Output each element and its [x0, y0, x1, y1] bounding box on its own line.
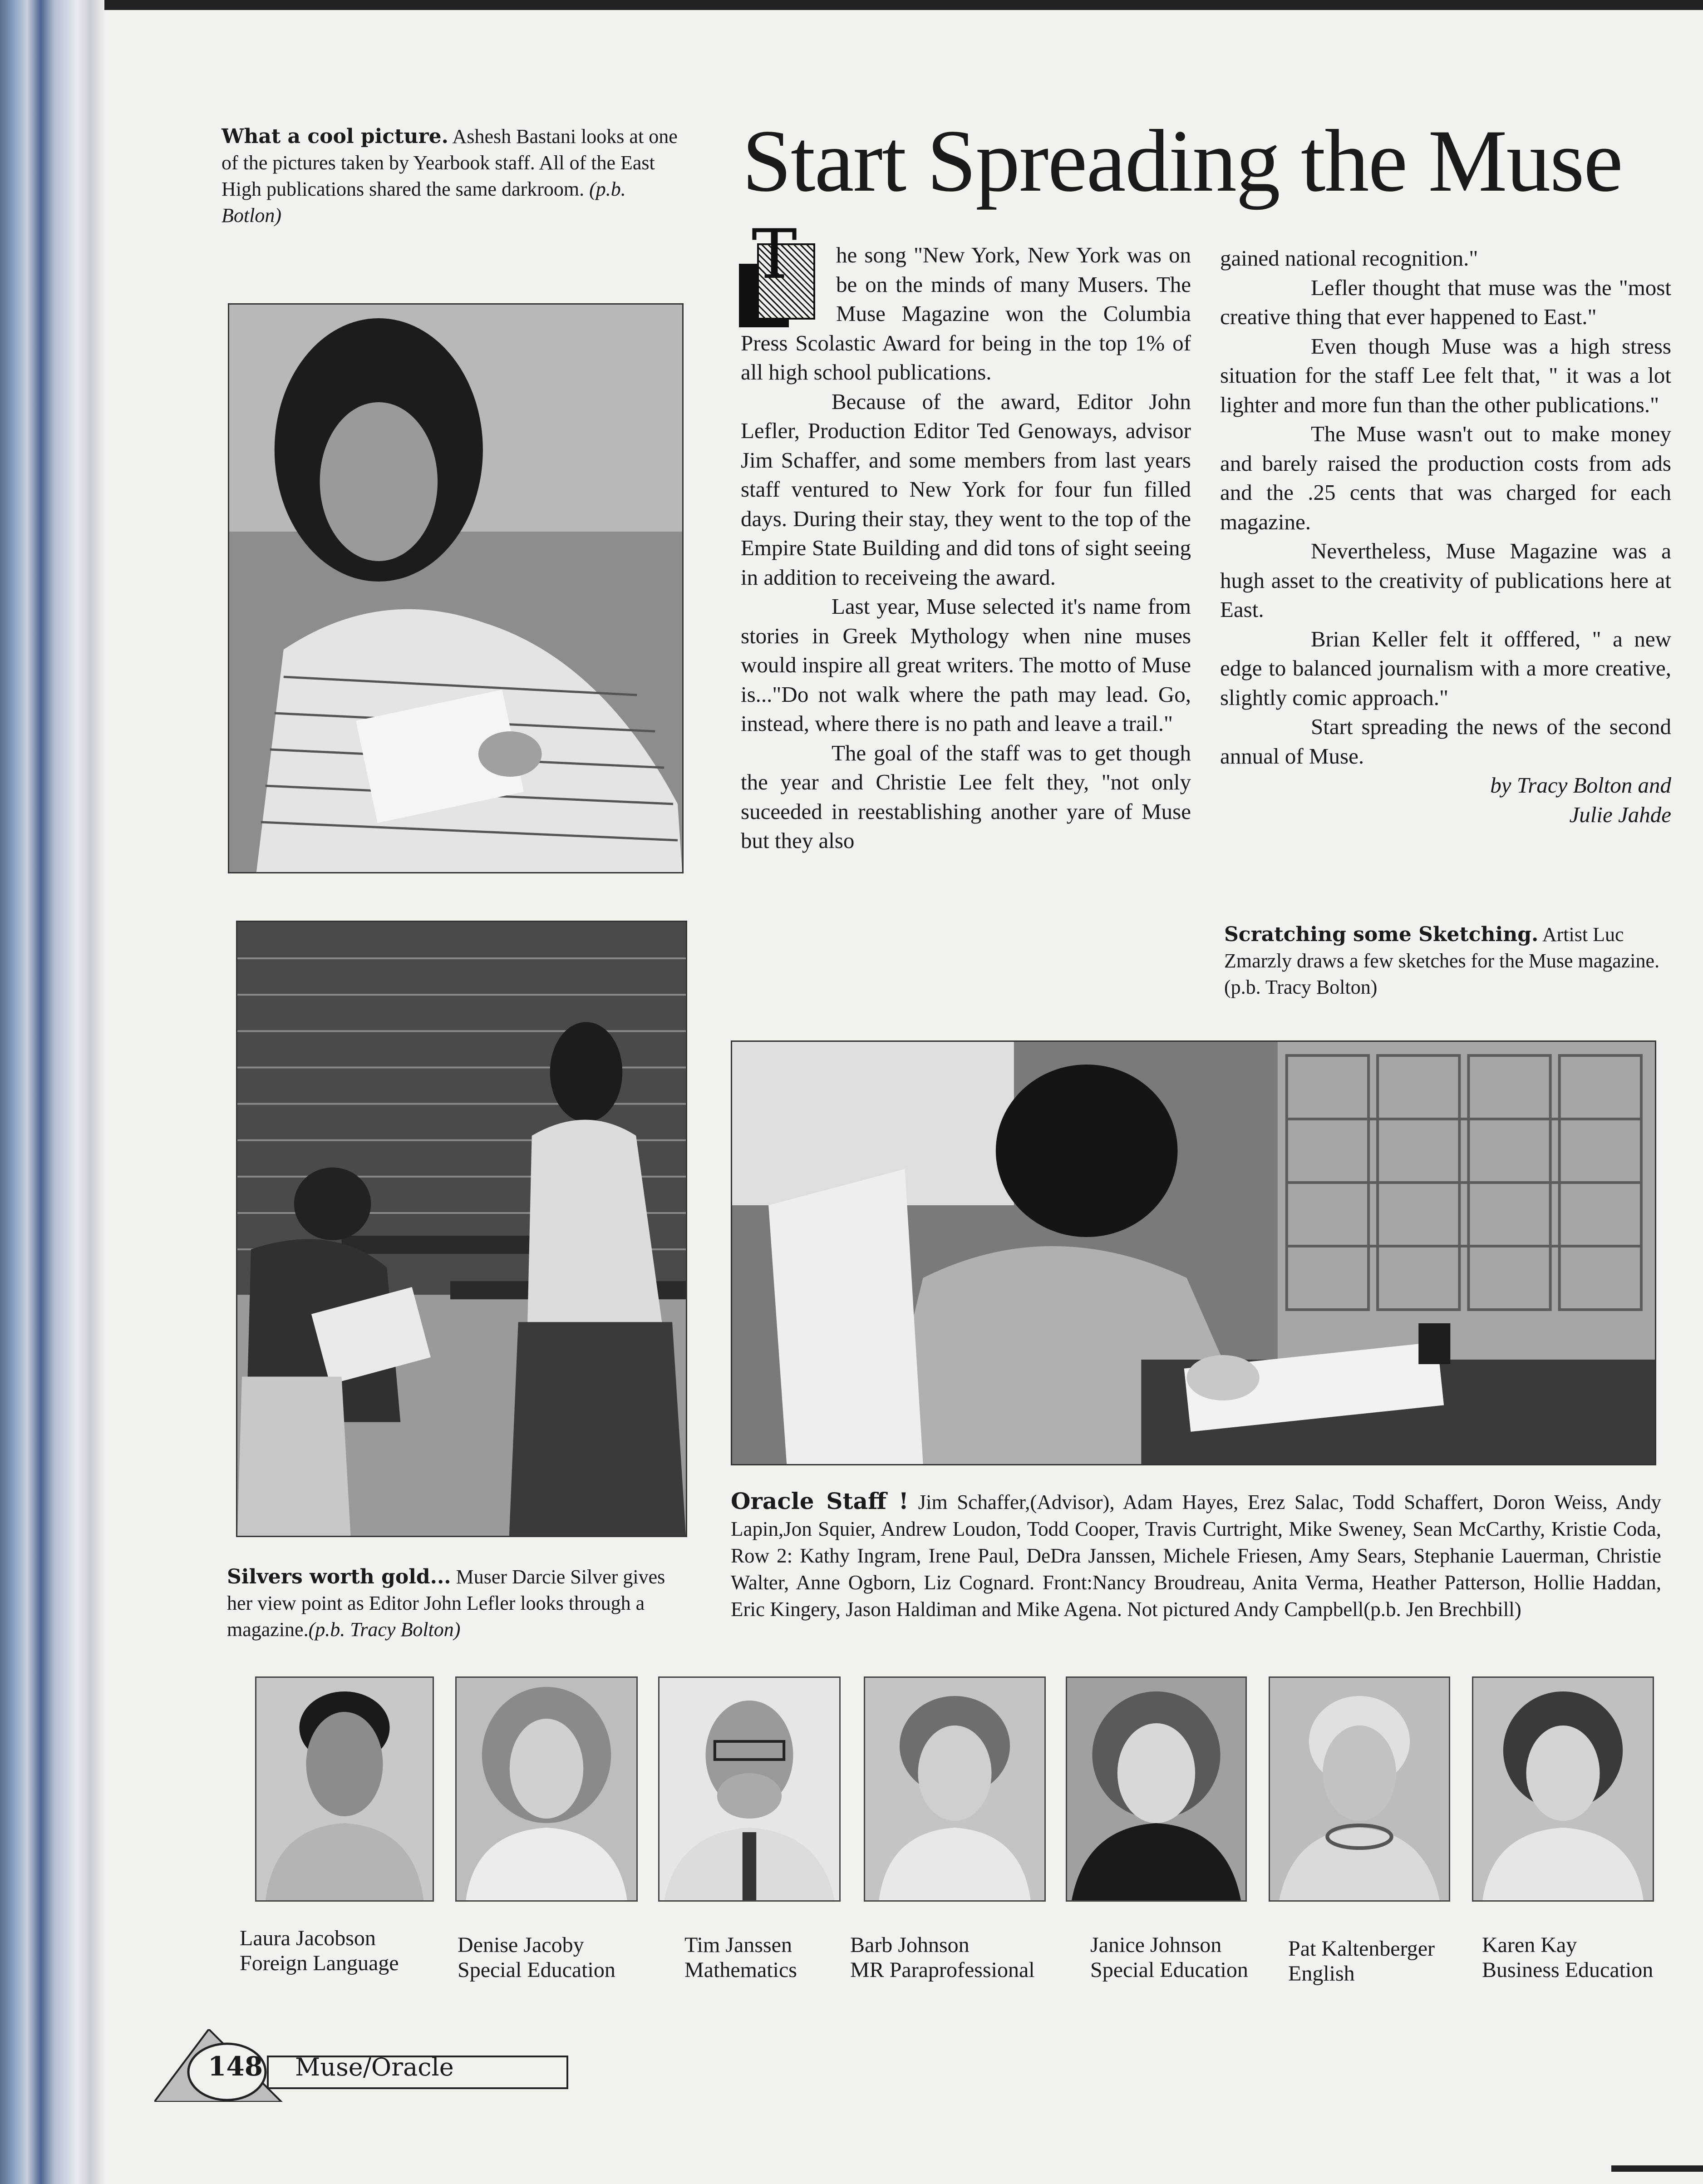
byline-line-2: Julie Jahde [1569, 802, 1671, 827]
dropcap-letter: T [752, 215, 797, 294]
caption-title: Silvers worth gold... [227, 1565, 451, 1588]
paragraph: Brian Keller felt it offfered, " a new edge to balanced journalism with a more creative, slightly comic approach." [1220, 626, 1671, 710]
faculty-name: Barb Johnson [850, 1933, 970, 1957]
paragraph: Lefler thought that muse was the "most creative thing that ever happened to East." [1220, 275, 1671, 329]
caption-text: Artist Luc Zmarzly draws a few sketches for the Muse magazine. (p.b. Tracy Bolton) [1224, 923, 1660, 998]
paragraph: Start spreading the news of the second annual of Muse. [1220, 714, 1671, 769]
faculty-department: MR Paraprofessional [850, 1958, 1035, 1982]
page-top-edge [0, 0, 1703, 10]
caption-oracle-staff [731, 1488, 1661, 1623]
dropcap [739, 215, 825, 327]
article-column-2 [1220, 244, 1671, 829]
faculty-name: Denise Jacoby [458, 1933, 584, 1957]
caption-text: Muser Darcie Silver gives her view point as Editor John Lefler looks through a magazine. [227, 1566, 665, 1641]
caption-title: What a cool picture. [221, 125, 448, 148]
photo-artist-sketching [731, 1040, 1656, 1465]
faculty-name: Laura Jacobson [240, 1926, 376, 1950]
portrait-pat-kaltenberger [1269, 1676, 1450, 1902]
caption-scratching-some-sketching [1224, 922, 1673, 1001]
portrait-laura-jacobson [255, 1676, 434, 1902]
portrait-karen-kay [1472, 1676, 1654, 1902]
faculty-department: Special Education [1090, 1958, 1248, 1982]
faculty-name: Janice Johnson [1090, 1933, 1222, 1957]
article-title: Start Spreading the Muse [742, 112, 1622, 210]
caption-silvers-worth-gold [227, 1564, 685, 1643]
paragraph: gained national recognition." [1220, 246, 1478, 271]
photo-girl-looking-at-picture [228, 303, 684, 873]
article-column-1 [741, 215, 1191, 856]
faculty-name: Tim Janssen [684, 1933, 792, 1957]
faculty-department: Foreign Language [240, 1951, 399, 1975]
caption-credit: (p.b. Botlon) [221, 178, 626, 227]
faculty-department: Mathematics [684, 1958, 797, 1982]
caption-title: Scratching some Sketching. [1224, 923, 1539, 946]
paragraph: Nevertheless, Muse Magazine was a hugh asset to the creativity of publications here at East. [1220, 538, 1671, 622]
portrait-janice-johnson [1066, 1676, 1247, 1902]
page-number: 148 [208, 2051, 263, 2082]
faculty-department: English [1288, 1962, 1355, 1986]
paragraph: Even though Muse was a high stress situation for the staff Lee felt that, " it was a lot lighter and more fun than the other publications." [1220, 333, 1671, 417]
portrait-denise-jacoby [455, 1676, 638, 1902]
paragraph: he song "New York, New York was on be on the minds of many Musers. The Muse Magazine won the Columbia Press Scolastic Award for being in the top 1% of all high school publications. [741, 242, 1191, 385]
paragraph: Last year, Muse selected it's name from stories in Greek Mythology when nine muses would inspire all great writers. The motto of Muse is..."Do not walk where the path may lead. Go, instead, where there is no path and leave a trail." [741, 594, 1191, 736]
photo-classroom-magazine [236, 921, 687, 1537]
book-binding [0, 0, 104, 2184]
paragraph: The Muse wasn't out to make money and barely raised the production costs from ads and the .25 cents that was charged for each magazine. [1220, 421, 1671, 534]
byline-line-1: by Tracy Bolton and [1490, 773, 1671, 798]
faculty-department: Business Education [1482, 1958, 1654, 1982]
caption-cool-picture [221, 123, 682, 229]
paragraph: The goal of the staff was to get though the year and Christie Lee felt they, "not only suceeded in reestablishing another yare of Muse but they also [741, 740, 1191, 853]
caption-title: Oracle Staff ! [731, 1488, 909, 1514]
faculty-name: Karen Kay [1482, 1933, 1577, 1957]
caption-credit: (p.b. Tracy Bolton) [308, 1618, 461, 1641]
paragraph: Because of the award, Editor John Lefler, Production Editor Ted Genoways, advisor Jim Schaffer, and some members from last years staff ventured to New York for four fun filled days. During their stay, they went to the top of the Empire State Building and did tons of sight seeing in addition to receiveing the award. [741, 389, 1191, 590]
caption-text: Jim Schaffer,(Advisor), Adam Hayes, Erez Salac, Todd Schaffert, Doron Weiss, Andy Lapin,Jon Squier, Andrew Loudon, Todd Cooper, Travis Curtright, Mike Sweney, Sean McCarthy, Kristie Coda, Row 2: Kathy Ingram, Irene Paul, DeDra Janssen, Michele Friesen, Amy Sears, Stephanie Lauerman, Christie Walter, Anne Ogborn, Liz Cognard. Front:Nancy Broudreau, Anita Verma, Heather Patterson, Hollie Haddan, Eric Kingery, Jason Haldiman and Mike Agena. Not pictured Andy Campbell(p.b. Jen Brechbill) [731, 1491, 1661, 1621]
caption-text: Ashesh Bastani looks at one of the pictures taken by Yearbook staff. All of the East High publications shared the same darkroom. [221, 125, 678, 200]
section-name: Muse/Oracle [295, 2053, 454, 2081]
faculty-name: Pat Kaltenberger [1288, 1937, 1435, 1961]
faculty-department: Special Education [458, 1958, 615, 1982]
page-bottom-edge [1611, 2165, 1703, 2172]
portrait-tim-janssen [658, 1676, 841, 1902]
portrait-barb-johnson [864, 1676, 1046, 1902]
